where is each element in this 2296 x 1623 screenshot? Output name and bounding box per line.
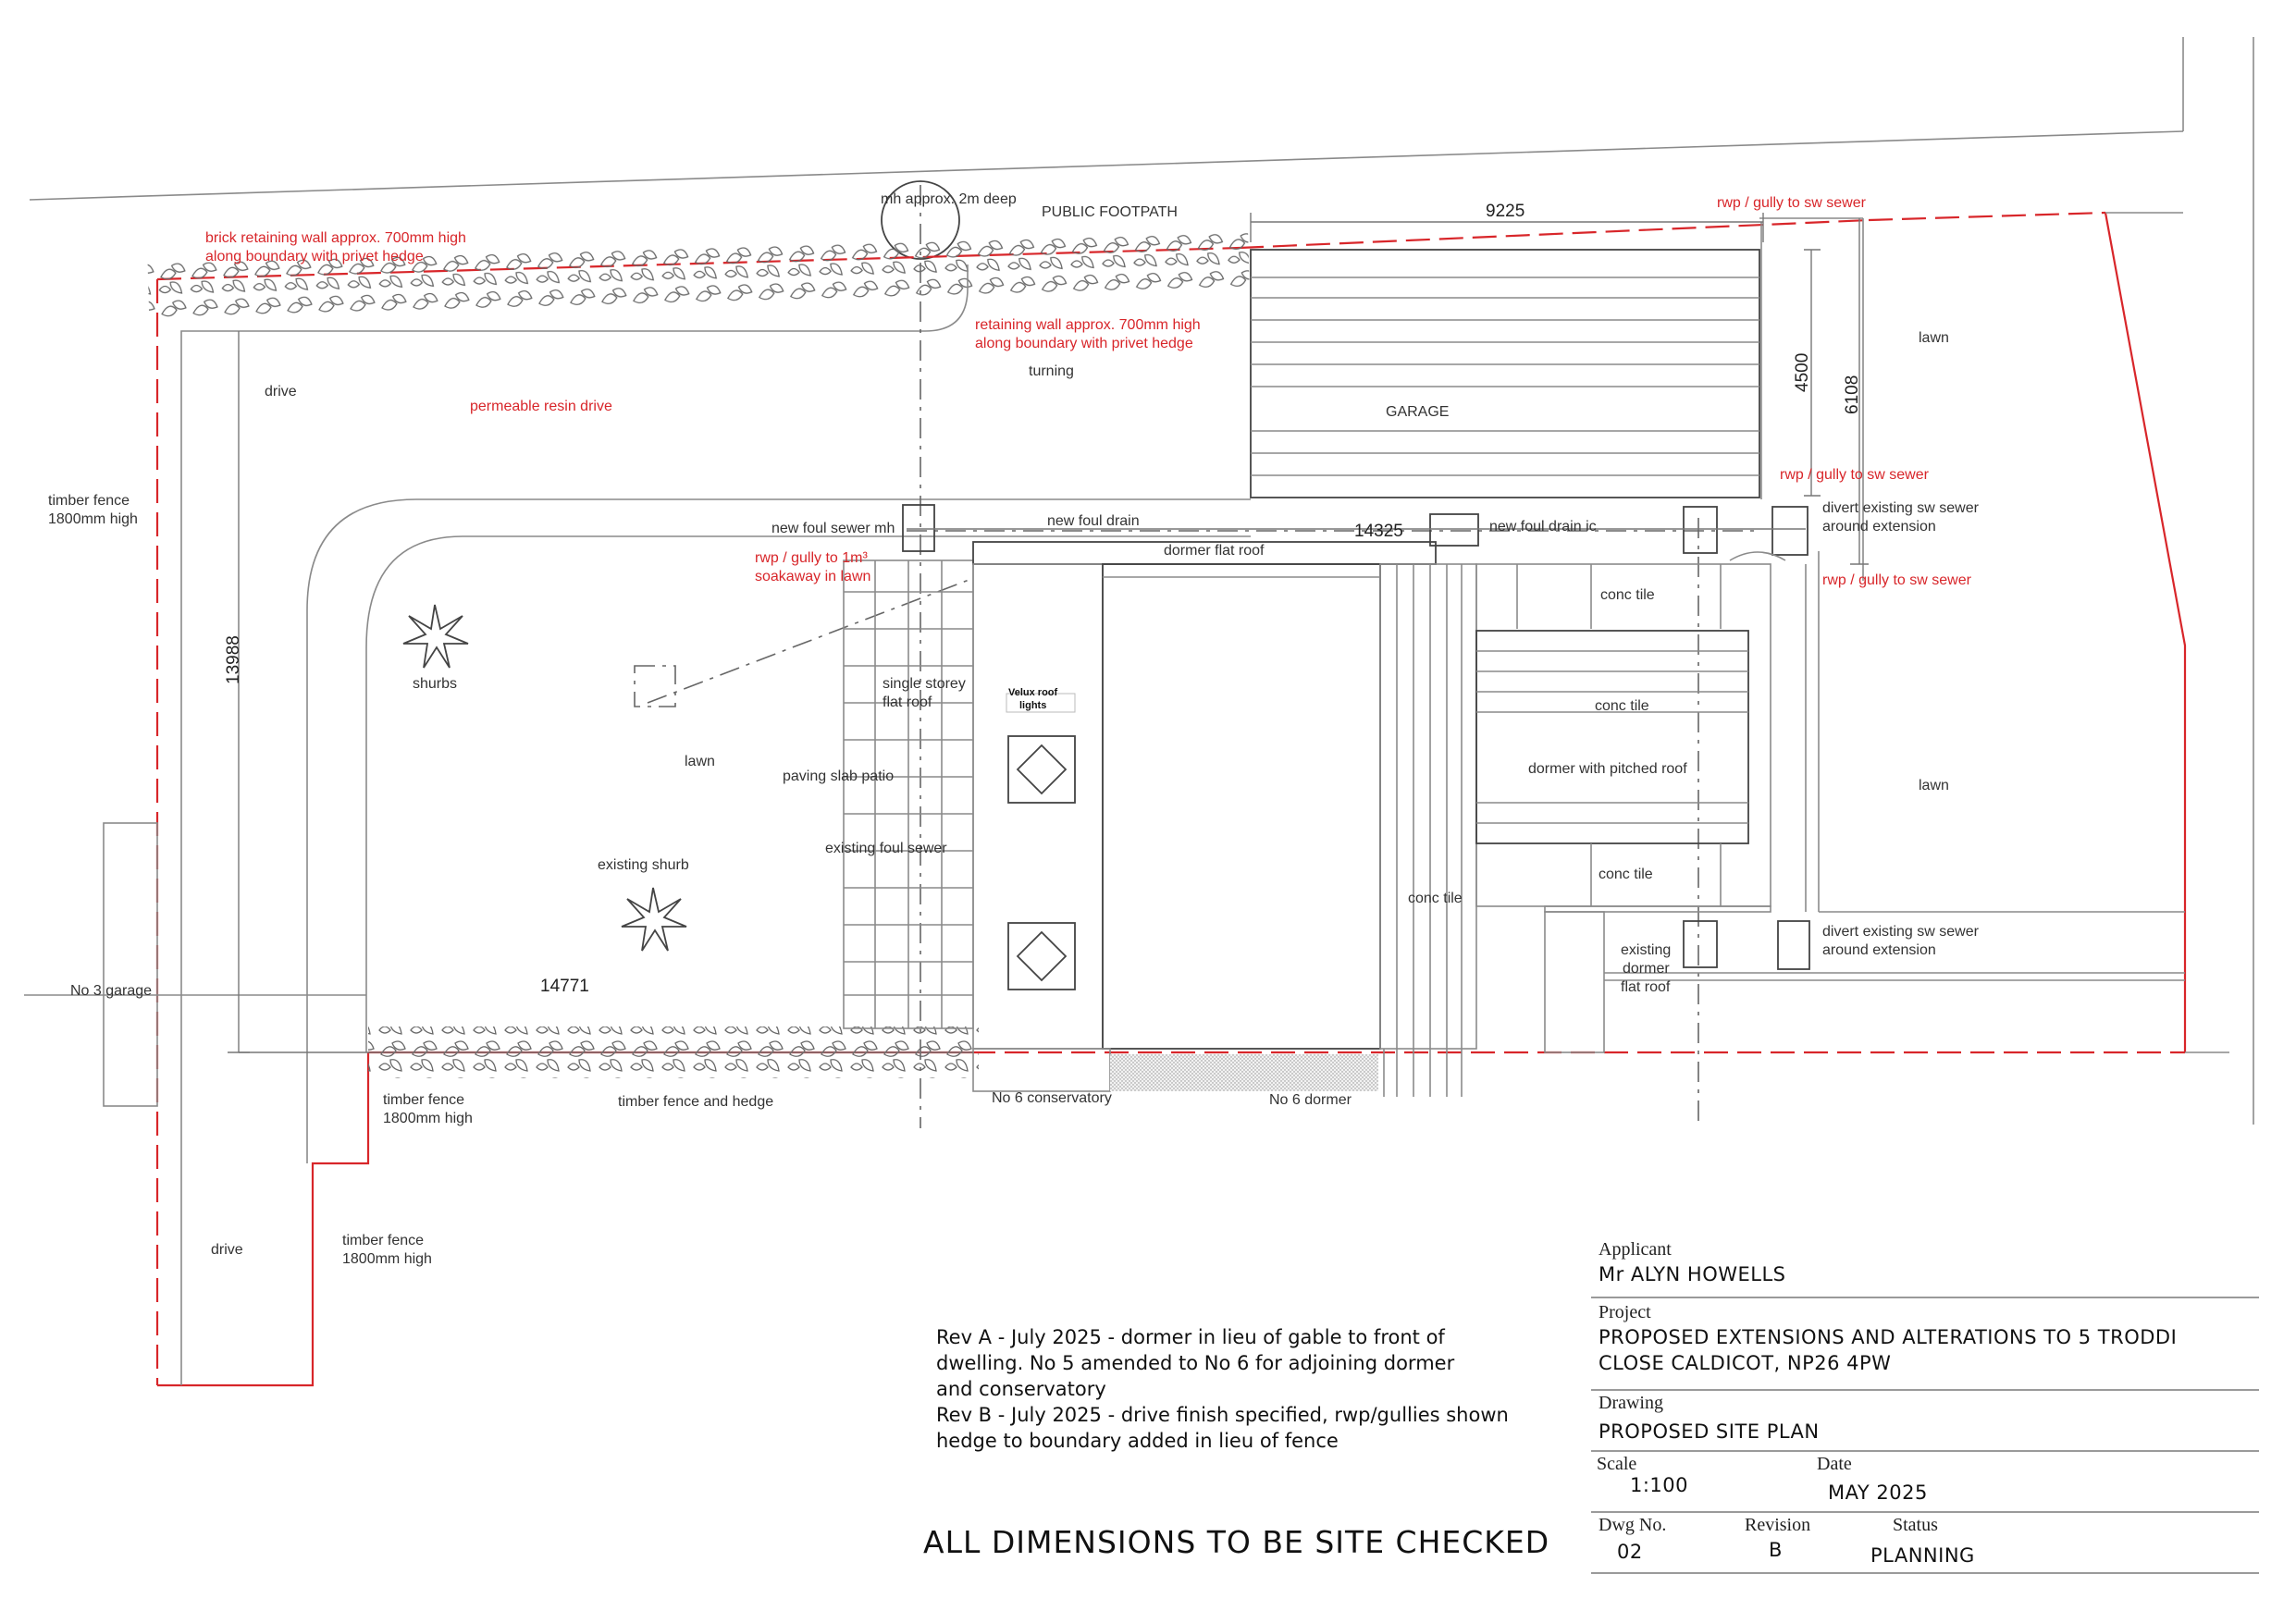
label-conc-tile-2: conc tile <box>1595 698 1649 714</box>
scale-value: 1:100 <box>1630 1474 1689 1496</box>
label-timber-fence-mid-1: timber fence <box>383 1092 465 1108</box>
label-retaining-1: retaining wall approx. 700mm high <box>975 317 1201 333</box>
project-label: Project <box>1599 1302 1651 1322</box>
label-conc-tile-1: conc tile <box>1600 587 1655 603</box>
dimension-14325: 14325 <box>1354 522 1403 541</box>
drawing-label: Drawing <box>1599 1393 1663 1413</box>
label-new-foul-sewer-mh: new foul sewer mh <box>772 521 895 536</box>
revision-notes <box>936 1324 1584 1454</box>
revision-label: Revision <box>1745 1515 1811 1535</box>
label-retaining-2: along boundary with privet hedge <box>975 336 1193 351</box>
label-dormer-pitched: dormer with pitched roof <box>1528 761 1687 777</box>
label-divert-bot-2: around extension <box>1822 942 1936 958</box>
label-new-foul-drain-ic: new foul drain ic <box>1489 519 1597 535</box>
drawing-title: PROPOSED SITE PLAN <box>1599 1420 1820 1443</box>
label-existing-dormer-2: dormer <box>1623 961 1670 977</box>
label-shurbs: shurbs <box>413 676 458 692</box>
drive-outline <box>181 264 1251 1385</box>
dwg-no-value: 02 <box>1617 1541 1643 1563</box>
title-divider <box>1591 1450 2259 1452</box>
foul-sewer-mh-box <box>903 505 934 551</box>
velux-roof-lights <box>1006 694 1075 990</box>
label-single-storey-1: single storey <box>883 676 966 692</box>
label-rwp-low: rwp / gully to sw sewer <box>1822 572 1971 588</box>
revision-value: B <box>1769 1539 1783 1561</box>
date-value: MAY 2025 <box>1828 1482 1928 1504</box>
paving-slab-patio <box>844 560 973 1028</box>
label-timber-fence-left-2: 1800mm high <box>48 511 138 527</box>
label-garage: GARAGE <box>1386 404 1450 420</box>
dimension-9225: 9225 <box>1486 202 1525 221</box>
title-divider <box>1591 1297 2259 1298</box>
title-divider <box>1591 1511 2259 1513</box>
dimension-14771: 14771 <box>540 977 589 996</box>
label-divert-top-2: around extension <box>1822 519 1936 535</box>
scale-label: Scale <box>1597 1454 1637 1474</box>
note-line: dwelling. No 5 amended to No 6 for adjoining dormer <box>936 1352 1455 1374</box>
label-dormer-flat-roof: dormer flat roof <box>1164 543 1265 559</box>
site-boundary <box>157 213 2185 1385</box>
label-permeable: permeable resin drive <box>470 399 612 414</box>
label-divert-top-1: divert existing sw sewer <box>1822 500 1979 516</box>
dimension-6108: 6108 <box>1843 375 1862 414</box>
applicant-name: Mr ALYN HOWELLS <box>1599 1263 1786 1285</box>
note-line: hedge to boundary added in lieu of fence <box>936 1430 1339 1452</box>
label-paving: paving slab patio <box>783 768 895 784</box>
house-roof-plan <box>973 507 2185 1097</box>
label-rwp-mid: rwp / gully to sw sewer <box>1780 467 1929 483</box>
label-timber-fence-left-1: timber fence <box>48 493 130 509</box>
note-line: Rev B - July 2025 - drive finish specified, rwp/gullies shown <box>936 1404 1509 1426</box>
label-mh: mh approx. 2m deep <box>881 191 1017 207</box>
label-rwp-soak-1: rwp / gully to 1m³ <box>755 550 868 566</box>
status-label: Status <box>1893 1515 1938 1535</box>
label-existing-foul: existing foul sewer <box>825 841 947 856</box>
label-conc-tile-4: conc tile <box>1408 891 1463 906</box>
project-line-1: PROPOSED EXTENSIONS AND ALTERATIONS TO 5 TRODDI <box>1599 1326 2178 1348</box>
label-drive-bottom: drive <box>211 1242 243 1258</box>
label-no6-dormer: No 6 dormer <box>1269 1092 1352 1108</box>
label-new-foul-drain: new foul drain <box>1047 513 1140 529</box>
label-timber-fence-mid-2: 1800mm high <box>383 1111 473 1126</box>
dimension-13988: 13988 <box>224 635 243 684</box>
foul-drain-ic-box <box>1430 514 1478 546</box>
label-conc-tile-3: conc tile <box>1599 867 1653 882</box>
project-line-2: CLOSE CALDICOT, NP26 4PW <box>1599 1352 1892 1374</box>
label-velux-1: Velux roof <box>1008 687 1058 698</box>
applicant-label: Applicant <box>1599 1239 1672 1260</box>
label-timber-fence-low-1: timber fence <box>342 1233 425 1248</box>
site-check-warning: ALL DIMENSIONS TO BE SITE CHECKED <box>923 1524 1550 1560</box>
label-no6-conservatory: No 6 conservatory <box>992 1090 1112 1106</box>
label-brick-wall-2: along boundary with privet hedge <box>205 249 424 264</box>
garage <box>1251 250 1759 498</box>
label-no3-garage: No 3 garage <box>70 983 153 999</box>
label-single-storey-2: flat roof <box>883 695 932 710</box>
label-timber-fence-low-2: 1800mm high <box>342 1251 432 1267</box>
label-velux-2: lights <box>1019 700 1047 711</box>
label-existing-dormer-1: existing <box>1621 942 1672 958</box>
label-fence-hedge: timber fence and hedge <box>618 1094 774 1110</box>
date-label: Date <box>1817 1454 1852 1474</box>
dimension-4500: 4500 <box>1793 352 1812 392</box>
label-lawn-right-top: lawn <box>1919 330 1949 346</box>
title-divider <box>1591 1389 2259 1391</box>
label-divert-bot-1: divert existing sw sewer <box>1822 924 1979 940</box>
shrub-symbols <box>403 605 686 951</box>
note-line: Rev A - July 2025 - dormer in lieu of gable to front of <box>936 1326 1445 1348</box>
label-footpath: PUBLIC FOOTPATH <box>1042 204 1178 220</box>
label-existing-shurb: existing shurb <box>598 857 689 873</box>
label-lawn-left: lawn <box>685 754 715 769</box>
status-value: PLANNING <box>1870 1544 1975 1567</box>
label-rwp-top: rwp / gully to sw sewer <box>1717 195 1866 211</box>
label-turning: turning <box>1029 363 1074 379</box>
dwg-no-label: Dwg No. <box>1599 1515 1667 1535</box>
label-lawn-right-bottom: lawn <box>1919 778 1949 793</box>
label-rwp-soak-2: soakaway in lawn <box>755 569 871 584</box>
label-brick-wall-1: brick retaining wall approx. 700mm high <box>205 230 466 246</box>
label-drive-top: drive <box>265 384 297 400</box>
label-existing-dormer-3: flat roof <box>1621 979 1671 995</box>
title-divider <box>1591 1572 2259 1574</box>
note-line: and conservatory <box>936 1378 1106 1400</box>
